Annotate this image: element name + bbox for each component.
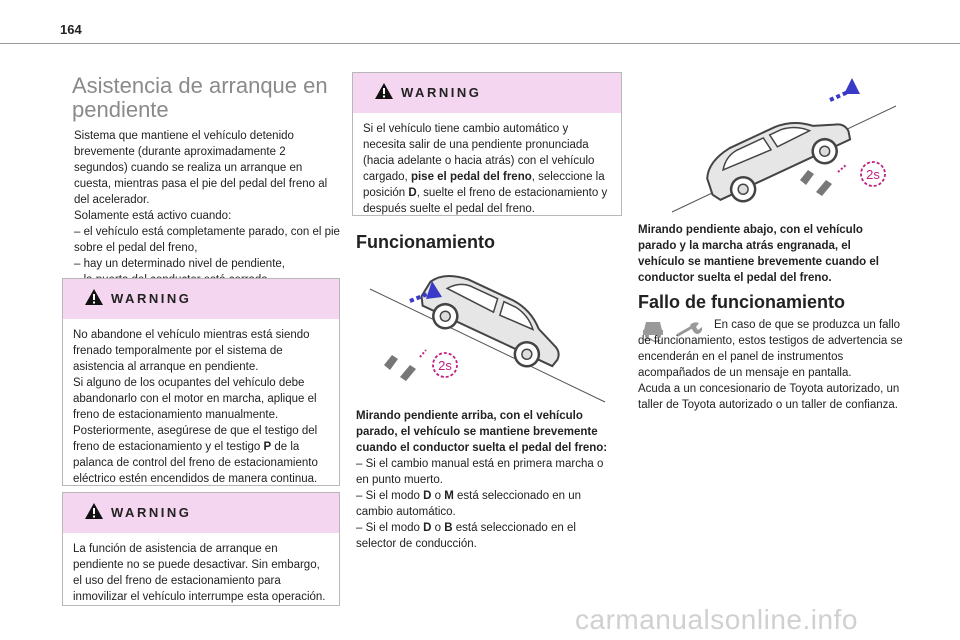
warning-triangle-icon [84,502,104,520]
intro-text [74,128,340,288]
timer-2s-icon [861,162,885,186]
warning-2-text: La función de asistencia de arranque en pendiente no se puede desactivar. Sin embargo, el uso del freno de estacionamiento para inmovilizar el vehículo interrumpe esta operación. [73,543,326,603]
intro-condition-lead: Solamente está activo cuando: [74,210,232,222]
uphill-item-1: – Si el cambio manual está en primera marcha o en punto muerto. [356,458,604,486]
warning-1-p1: No abandone el vehículo mientras está siendo frenado temporalmente por el sistema de asistencia al arranque en pendiente. [73,329,310,373]
warning-triangle-icon [374,82,394,100]
warning-triangle-icon [84,288,104,306]
warning-box-3 [352,72,622,216]
uphill-item-3: – Si el modo D o B está seleccionado en el selector de conducción. [356,522,576,550]
pedal-icon [384,350,426,381]
warning-3-text: Si el vehículo tiene cambio automático y necesita salir de una pendiente pronunciada (hacia adelante o hacia atrás) con el vehículo cargado, pise el pedal del freno, seleccione la posición D, suelte el freno de estacionamiento y después suelte el pedal del freno. [363,123,608,215]
warning-1-p3: Posteriormente, asegúrese de que el testigo del freno de estacionamiento y el testigo P de la palanca de control del freno de estacionamiento eléctrico estén encendidos de manera continua. [73,425,318,485]
fallo-text: En caso de que se produzca un fallo de funcionamiento, estos testigos de advertencia se encenderán en el panel de instrumentos acompañados de un mensaje en pantalla. [638,319,903,379]
timer-2s-icon [433,353,457,377]
car-icon [698,100,857,213]
downhill-caption: Mirando pendiente abajo, con el vehículo parado y la marcha atrás engranada, el vehículo se mantiene brevemente cuando el conductor suelta el pedal del freno. [638,224,879,284]
funcionamiento-heading: Funcionamiento [356,232,495,252]
warning-label: WARNING [111,291,192,306]
svg-text:2s: 2s [438,358,452,373]
header-divider [0,43,960,44]
warning-1-text [63,319,339,495]
intro-item-1: – el vehículo está completamente parado, con el pie sobre el pedal del freno, [74,226,340,254]
downhill-car-illustration [660,70,910,215]
pedal-icon [800,165,846,196]
intro-paragraph: Sistema que mantiene el vehículo detenido brevemente (durante aproximadamente 2 segundos) cuando se realiza un arranque en cuesta, mientras pasa el pie del pedal del freno al del acelerador. [74,130,328,206]
intro-item-2: – hay un determinado nivel de pendiente, [74,258,285,270]
svg-text:2s: 2s [866,167,880,182]
page-title: Asistencia de arranque en pendiente [72,73,328,122]
watermark: carmanualsonline.info [575,604,858,635]
fallo-heading: Fallo de funcionamiento [638,292,846,312]
uphill-item-2: – Si el modo D o M está seleccionado en un cambio automático. [356,490,582,518]
uphill-car-illustration [360,265,610,405]
fallo-text-2: Acuda a un concesionario de Toyota autorizado, un taller de Toyota autorizado o un taller de confianza. [638,383,900,411]
warning-header [63,493,339,533]
page-number: 164 [60,22,82,37]
uphill-caption [356,408,618,552]
motion-arrow-icon [830,78,860,100]
warning-label: WARNING [111,505,192,520]
warning-1-p2: Si alguno de los ocupantes del vehículo debe abandonarlo con el motor en marcha, aplique el freno de estacionamiento manualmente. [73,377,317,421]
warning-box-2 [62,492,340,606]
uphill-caption-title: Mirando pendiente arriba, con el vehículo parado, el vehículo se mantiene brevemente cuando el conductor suelta el pedal del freno: [356,410,608,454]
warning-header [63,279,339,319]
warning-header [353,73,621,113]
warning-label: WARNING [401,85,482,100]
warning-box-1 [62,278,340,486]
